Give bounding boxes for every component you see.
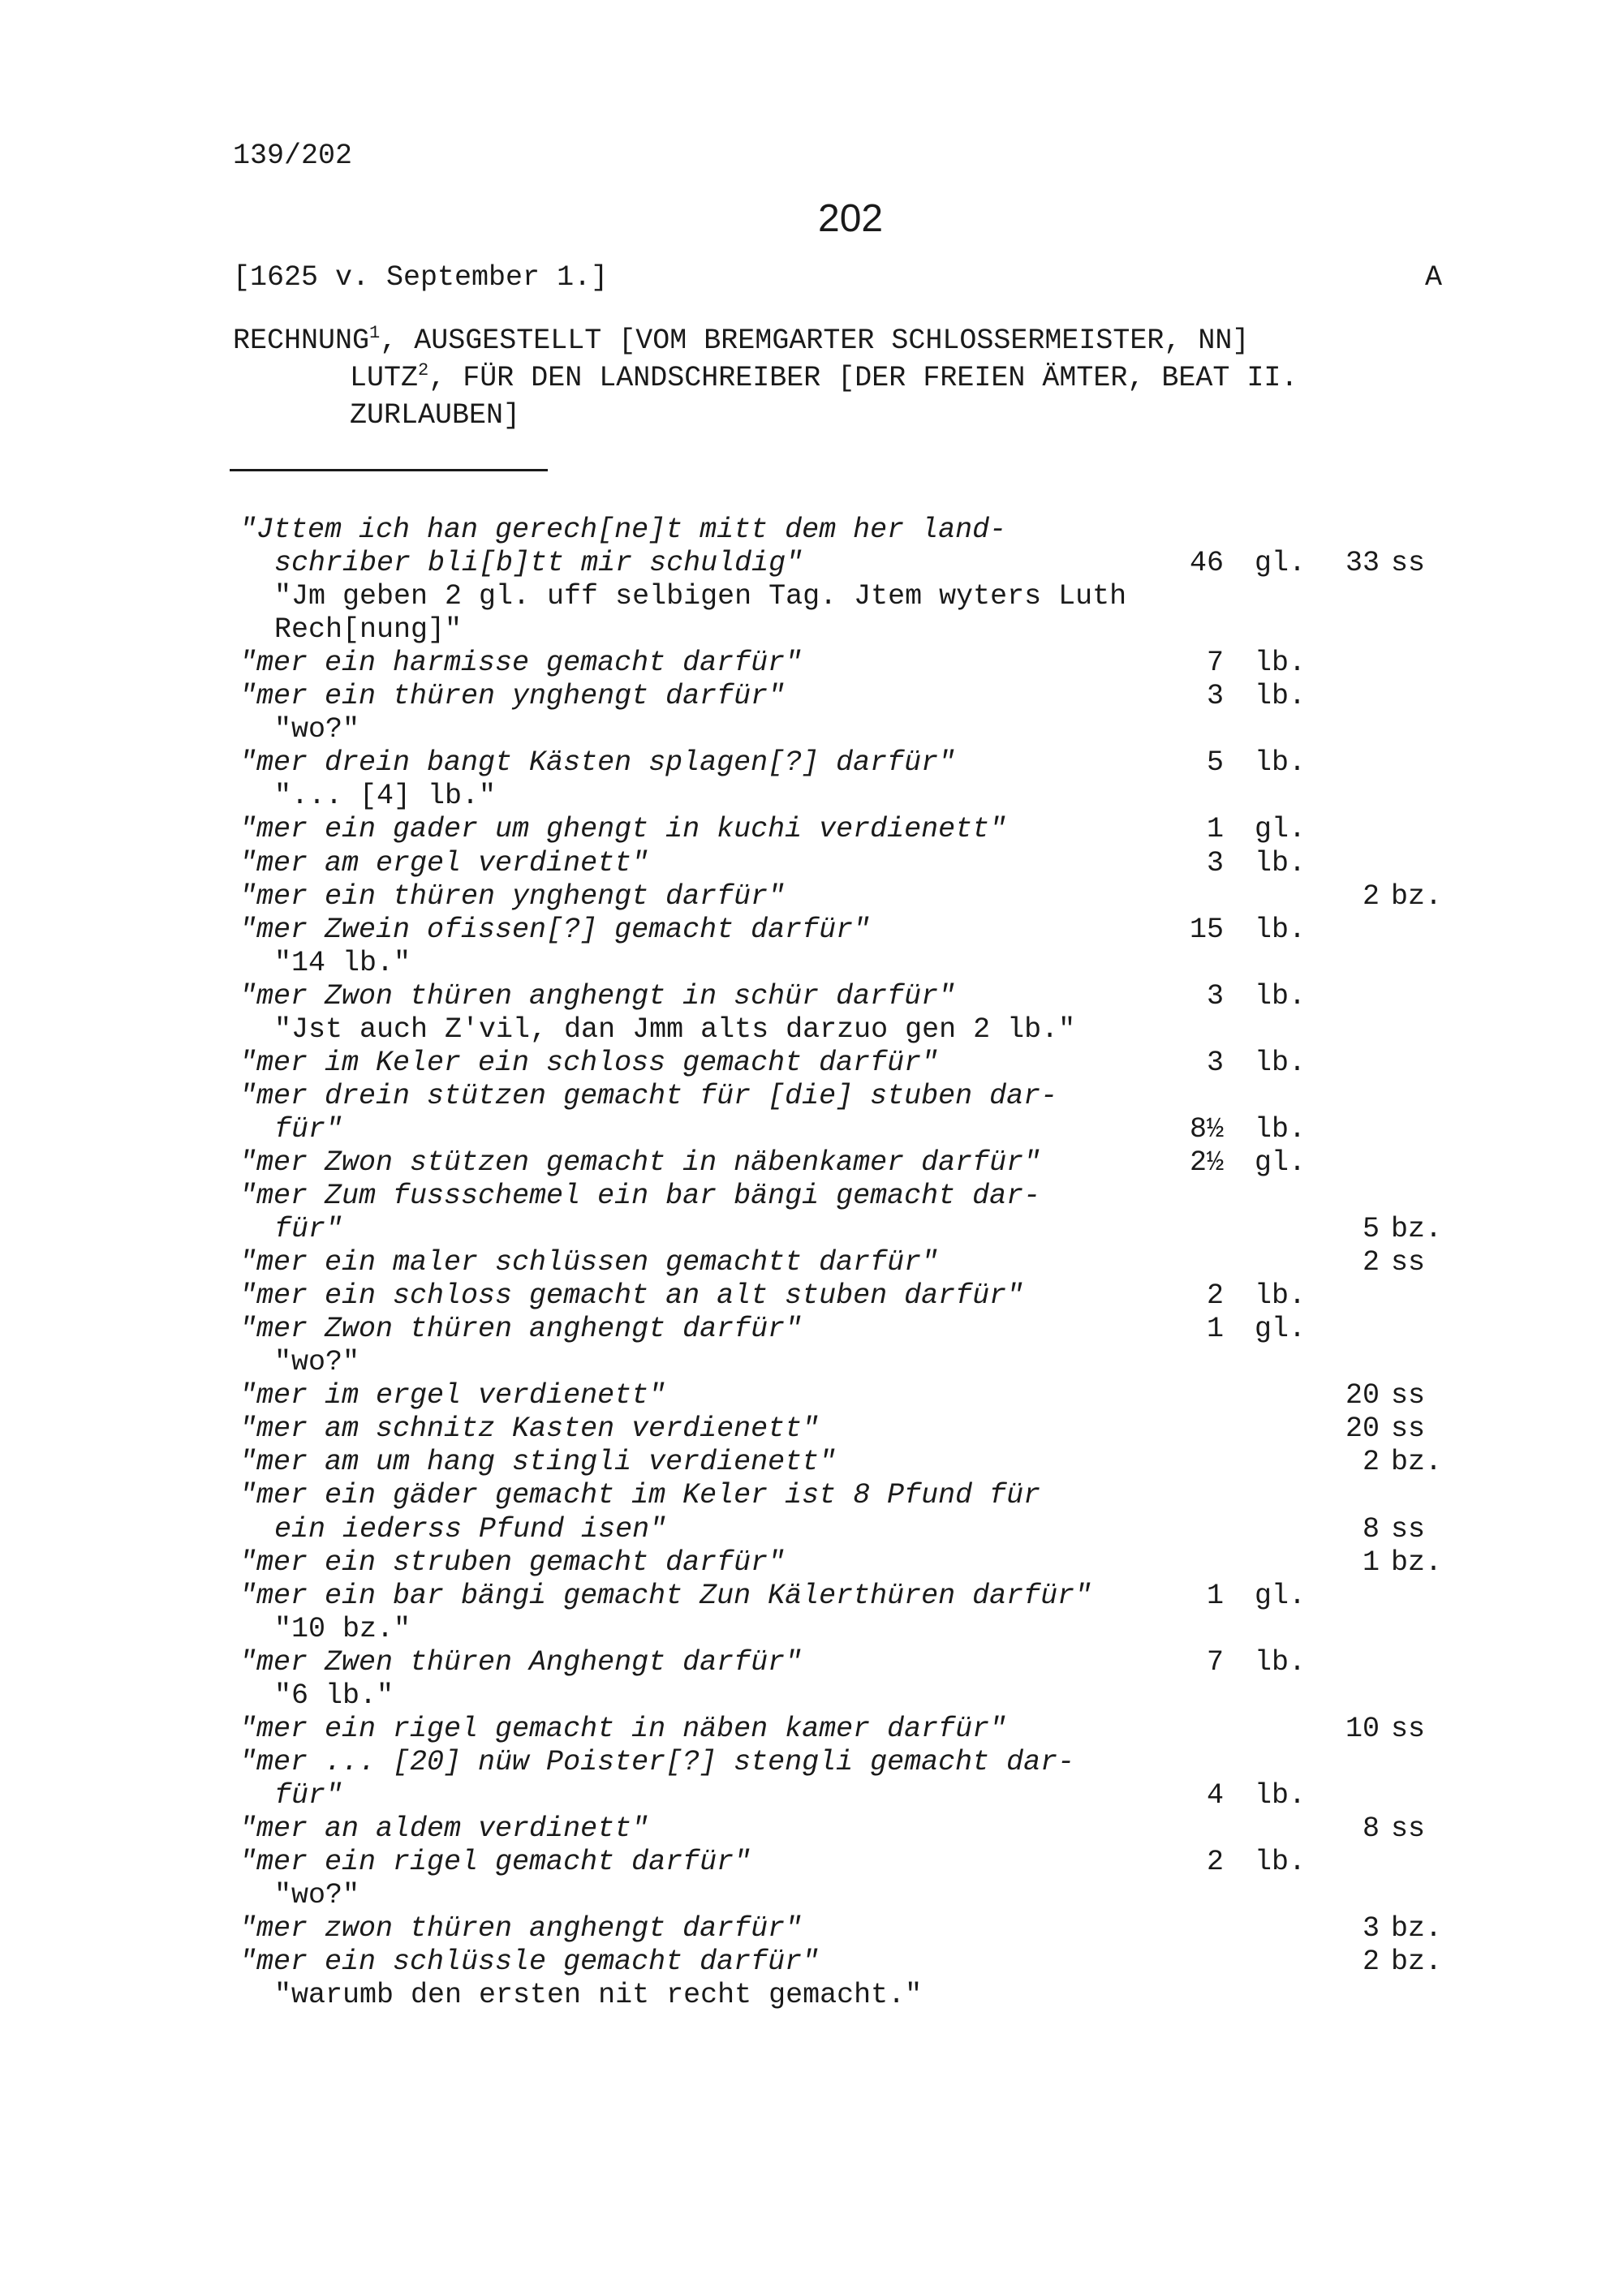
document-letter: A (1425, 261, 1443, 294)
amount-unit-secondary: ss (1391, 1246, 1426, 1279)
title-word: LUTZ (350, 362, 419, 394)
annotation-text: "Jst auch Z'vil, dan Jmm alts darzuo gen 2 lb." (274, 1013, 1076, 1046)
entry-text: "mer ein gader um ghengt in kuchi verdienett" (239, 813, 1007, 846)
annotation-text: "... [4] lb." (274, 780, 497, 813)
entry-text: "mer Zwon thüren anghengt in schür darfür" (239, 979, 956, 1013)
amount-value: 3 (1206, 1046, 1224, 1079)
annotation-text: "10 bz." (274, 1612, 411, 1645)
amount-value-secondary: 2 (1362, 879, 1380, 913)
entry-text: "mer Zwon thüren anghengt darfür" (239, 1313, 803, 1346)
amount-unit: lb. (1255, 979, 1307, 1013)
document-title-line-2 (350, 362, 1298, 394)
amount-value-secondary: 10 (1345, 1712, 1380, 1745)
entry-text: "mer ein schloss gemacht an alt stuben darfür" (239, 1279, 1024, 1313)
ledger-line (0, 1779, 1623, 1812)
ledger-line (0, 1713, 1623, 1746)
entry-text: "mer zwon thüren anghengt darfür" (239, 1912, 803, 1946)
title-rest: , FÜR DEN LANDSCHREIBER [DER FREIEN ÄMTER, BEAT II. (428, 362, 1298, 394)
amount-unit-secondary: ss (1391, 1712, 1426, 1745)
annotation-text: "6 lb." (274, 1679, 394, 1712)
ledger-line (0, 980, 1623, 1013)
entry-text: "mer drein stützen gemacht für [die] stuben dar- (239, 1079, 1058, 1112)
ledger-line (0, 1946, 1623, 1979)
entry-text: "mer Zwen thüren Anghengt darfür" (239, 1645, 803, 1679)
ledger-line (0, 1279, 1623, 1313)
amount-value-secondary: 2 (1362, 1446, 1380, 1479)
ledger-line (0, 1346, 1623, 1379)
ledger-line (0, 813, 1623, 846)
entry-text: für" (274, 1112, 343, 1146)
amount-unit-secondary: bz. (1391, 1946, 1443, 1979)
title-rest: , AUSGESTELLT [VOM BREMGARTER SCHLOSSERMEISTER, NN] (380, 325, 1250, 357)
amount-unit-secondary: ss (1391, 1412, 1426, 1446)
amount-value: 3 (1206, 979, 1224, 1013)
amount-value-secondary: 2 (1362, 1946, 1380, 1979)
entry-text: "mer ein struben gemacht darfür" (239, 1546, 786, 1579)
amount-value: 1 (1206, 1313, 1224, 1346)
ledger-line (0, 847, 1623, 880)
ledger-line (0, 1846, 1623, 1879)
separator-rule (230, 469, 548, 471)
amount-unit-secondary: bz. (1391, 879, 1443, 913)
entry-text: "mer ein rigel gemacht in näben kamer darfür" (239, 1712, 1007, 1745)
amount-value: 2½ (1189, 1146, 1224, 1179)
ledger-line (0, 1180, 1623, 1213)
ledger-line (0, 1146, 1623, 1180)
entry-text: "mer ein thüren ynghengt darfür" (239, 680, 786, 713)
amount-value: 1 (1206, 813, 1224, 846)
footnote-ref-2: 2 (418, 360, 429, 381)
footnote-ref-1: 1 (369, 323, 381, 343)
ledger-line (0, 1047, 1623, 1080)
amount-value: 4 (1206, 1778, 1224, 1812)
amount-value-secondary: 1 (1362, 1546, 1380, 1579)
entry-text: "mer ein bar bängi gemacht Zun Kälerthüren darfür" (239, 1579, 1092, 1612)
ledger-line (0, 947, 1623, 980)
amount-unit-secondary: ss (1391, 547, 1426, 580)
amount-unit: gl. (1255, 547, 1307, 580)
ledger-line (0, 514, 1623, 547)
ledger-line (0, 1646, 1623, 1679)
amount-value-secondary: 20 (1345, 1412, 1380, 1446)
entry-text: "mer am ergel verdinett" (239, 846, 649, 879)
amount-unit: lb. (1255, 1645, 1307, 1679)
ledger-line (0, 1013, 1623, 1047)
ledger-line (0, 1879, 1623, 1912)
entry-text: für" (274, 1213, 343, 1246)
amount-unit-secondary: bz. (1391, 1213, 1443, 1246)
entry-text: schriber bli[b]tt mir schuldig" (274, 547, 803, 580)
annotation-text: "warumb den ersten nit recht gemacht." (274, 1979, 923, 2012)
amount-value-secondary: 8 (1362, 1812, 1380, 1845)
annotation-text: Rech[nung]" (274, 613, 463, 647)
ledger-line (0, 647, 1623, 680)
ledger-line (0, 1812, 1623, 1846)
entry-text: "mer ein thüren ynghengt darfür" (239, 879, 786, 913)
entry-text: "Jttem ich han gerech[ne]t mitt dem her land- (239, 514, 1007, 546)
ledger-line (0, 880, 1623, 914)
amount-value-secondary: 5 (1362, 1213, 1380, 1246)
amount-unit-secondary: bz. (1391, 1446, 1443, 1479)
amount-value: 2 (1206, 1279, 1224, 1313)
ledger-line (0, 1912, 1623, 1946)
entry-text: "mer im Keler ein schloss gemacht darfür" (239, 1046, 939, 1079)
amount-unit: gl. (1255, 1313, 1307, 1346)
annotation-text: "Jm geben 2 gl. uff selbigen Tag. Jtem wyters Luth (274, 580, 1127, 613)
amount-value-secondary: 20 (1345, 1379, 1380, 1412)
amount-value: 1 (1206, 1579, 1224, 1612)
entry-text: "mer ein harmisse gemacht darfür" (239, 647, 803, 680)
entry-text: für" (274, 1778, 343, 1812)
ledger-line (0, 580, 1623, 613)
entry-text: "mer ein gäder gemacht im Keler ist 8 Pfund für (239, 1479, 1041, 1512)
amount-value: 5 (1206, 746, 1224, 780)
ledger-line (0, 1513, 1623, 1546)
ledger-line (0, 1379, 1623, 1412)
ledger-line (0, 780, 1623, 813)
annotation-text: "14 lb." (274, 946, 411, 979)
ledger-line (0, 1679, 1623, 1713)
document-date: [1625 v. September 1.] (233, 261, 609, 294)
amount-value-secondary: 33 (1345, 547, 1380, 580)
amount-value: 15 (1189, 913, 1224, 946)
amount-value: 7 (1206, 1645, 1224, 1679)
ledger-line (0, 746, 1623, 780)
entry-text: "mer ein rigel gemacht darfür" (239, 1846, 751, 1878)
entry-text: "mer am schnitz Kasten verdienett" (239, 1412, 820, 1446)
amount-value-secondary: 2 (1362, 1246, 1380, 1279)
title-word: RECHNUNG (233, 325, 370, 357)
ledger-line (0, 1113, 1623, 1146)
entry-text: "mer Zum fussschemel ein bar bängi gemacht dar- (239, 1180, 1041, 1212)
entry-text: "mer an aldem verdinett" (239, 1812, 649, 1845)
amount-unit-secondary: bz. (1391, 1546, 1443, 1579)
ledger-line (0, 1479, 1623, 1512)
amount-unit: lb. (1255, 746, 1307, 780)
document-title-line-3: ZURLAUBEN] (350, 399, 521, 432)
amount-unit: lb. (1255, 846, 1307, 879)
annotation-text: "wo?" (274, 1879, 360, 1912)
entry-text: "mer Zwein ofissen[?] gemacht darfür" (239, 913, 871, 946)
entry-text: "mer drein bangt Kästen splagen[?] darfür" (239, 746, 956, 780)
amount-value: 7 (1206, 647, 1224, 680)
amount-value: 3 (1206, 680, 1224, 713)
entry-text: ein iederss Pfund isen" (274, 1512, 667, 1546)
ledger-line (0, 1412, 1623, 1446)
ledger-line (0, 1580, 1623, 1613)
ledger-line (0, 1979, 1623, 2012)
annotation-text: "wo?" (274, 713, 360, 746)
entry-text: "mer Zwon stützen gemacht in näbenkamer darfür" (239, 1146, 1041, 1179)
amount-unit: gl. (1255, 813, 1307, 846)
ledger-line (0, 914, 1623, 947)
amount-value: 3 (1206, 846, 1224, 879)
amount-value: 8½ (1189, 1112, 1224, 1146)
amount-unit-secondary: ss (1391, 1812, 1426, 1845)
amount-unit-secondary: bz. (1391, 1912, 1443, 1946)
ledger-line (0, 713, 1623, 746)
amount-unit: lb. (1255, 913, 1307, 946)
amount-unit: lb. (1255, 1279, 1307, 1313)
ledger-line (0, 1746, 1623, 1779)
ledger-line (0, 1613, 1623, 1646)
annotation-text: "wo?" (274, 1346, 360, 1379)
entry-text: "mer am um hang stingli verdienett" (239, 1446, 837, 1479)
amount-value-secondary: 3 (1362, 1912, 1380, 1946)
ledger-line (0, 1446, 1623, 1479)
entry-text: "mer ... [20] nüw Poister[?] stengli gemacht dar- (239, 1745, 1075, 1778)
amount-value: 2 (1206, 1846, 1224, 1878)
ledger-line (0, 613, 1623, 647)
amount-unit: lb. (1255, 647, 1307, 680)
amount-unit: lb. (1255, 680, 1307, 713)
entry-text: "mer ein schlüssle gemacht darfür" (239, 1946, 820, 1979)
ledger-line (0, 680, 1623, 713)
document-number: 202 (818, 197, 884, 240)
amount-unit: lb. (1255, 1046, 1307, 1079)
ledger-line (0, 1246, 1623, 1279)
ledger-line (0, 1080, 1623, 1113)
document-title-line-1 (233, 325, 1249, 357)
amount-unit: lb. (1255, 1846, 1307, 1878)
amount-value-secondary: 8 (1362, 1512, 1380, 1546)
ledger-line (0, 1546, 1623, 1580)
ledger-line (0, 547, 1623, 580)
entry-text: "mer im ergel verdienett" (239, 1379, 666, 1412)
ledger-line (0, 1213, 1623, 1246)
amount-unit: lb. (1255, 1778, 1307, 1812)
amount-unit: gl. (1255, 1579, 1307, 1612)
amount-unit: lb. (1255, 1112, 1307, 1146)
amount-value: 46 (1189, 547, 1224, 580)
entry-text: "mer ein maler schlüssen gemachtt darfür" (239, 1246, 939, 1279)
folio-number: 139/202 (233, 140, 353, 172)
ledger-line (0, 1313, 1623, 1346)
amount-unit-secondary: ss (1391, 1379, 1426, 1412)
amount-unit-secondary: ss (1391, 1512, 1426, 1546)
amount-unit: gl. (1255, 1146, 1307, 1179)
